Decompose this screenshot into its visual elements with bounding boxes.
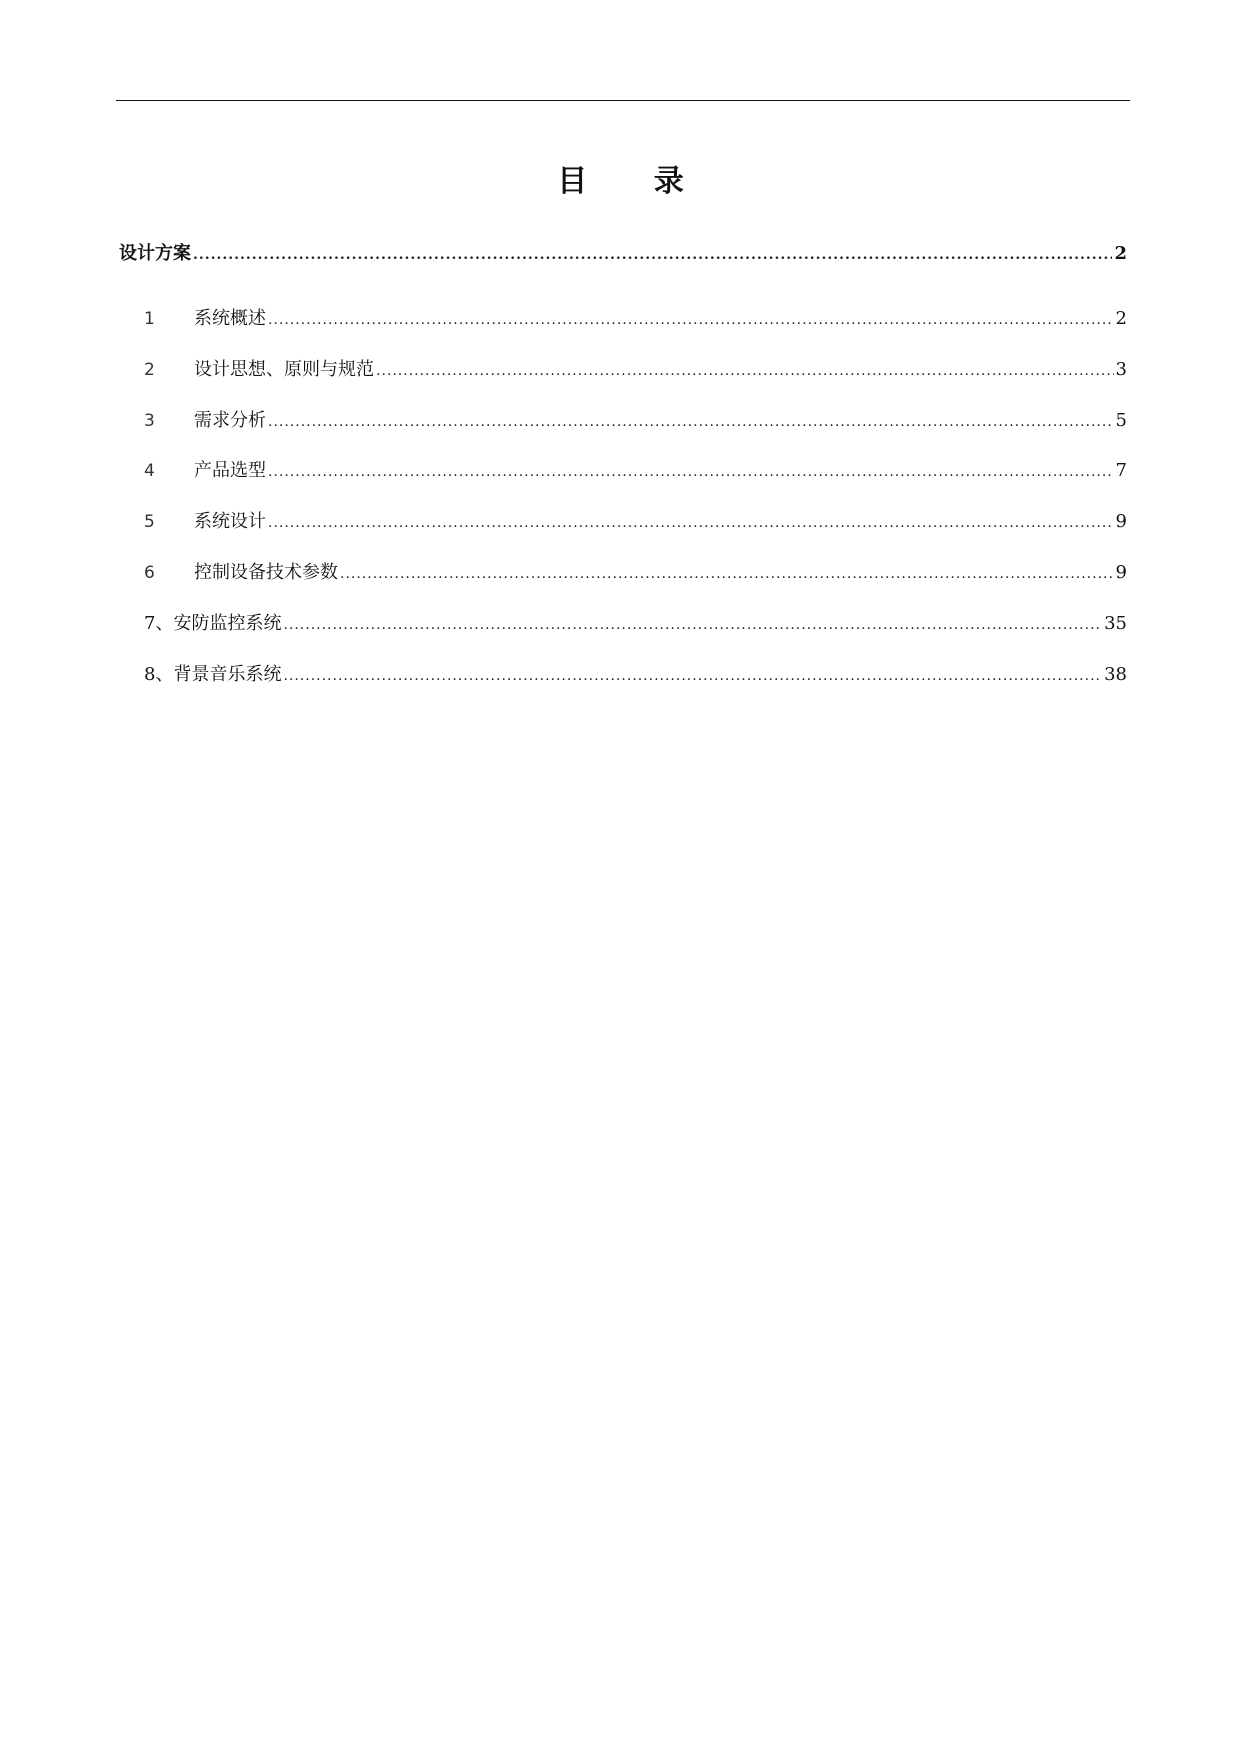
toc-entry-number: 1 [144,309,155,329]
toc-page-number: 5 [1115,410,1127,431]
toc-page-number: 35 [1104,613,1127,634]
toc-dot-leader [268,510,1114,536]
toc-entry-number: 6 [144,563,155,583]
toc-page-number: 7 [1115,460,1127,481]
toc-dot-leader [268,409,1114,435]
toc-entry-text: 设计方案 [119,243,191,264]
toc-entry-control-device-specs[interactable] [144,560,1127,587]
toc-entry-requirements-analysis[interactable] [144,408,1127,435]
toc-entry-number: 3 [144,411,155,431]
toc-entry-text: 产品选型 [194,460,266,481]
toc-entry-text: 8、背景音乐系统 [144,664,282,685]
toc-entry-number: 5 [144,512,155,532]
toc-page-number: 2 [1114,243,1127,264]
toc-entry-security-monitoring[interactable] [144,611,1127,638]
toc-dot-leader [268,307,1114,333]
toc-entry-text: 系统设计 [194,511,266,532]
toc-entry-text: 需求分析 [194,410,266,431]
toc-entry-background-music[interactable] [144,662,1127,689]
toc-dot-leader [283,663,1102,689]
toc-entry-text: 7、安防监控系统 [144,613,282,634]
toc-entry-text: 控制设备技术参数 [194,562,338,583]
toc-entry-system-overview[interactable] [144,306,1127,333]
toc-dot-leader [340,561,1114,587]
header-rule [116,100,1130,101]
toc-page-number: 9 [1115,511,1127,532]
toc-entry-number: 2 [144,360,155,380]
toc-entry-number: 4 [144,461,155,481]
toc-entry-design-plan[interactable] [119,241,1127,268]
toc-entry-design-principles[interactable] [144,357,1127,384]
toc-page-number: 2 [1115,308,1127,329]
toc-entry-product-selection[interactable] [144,458,1127,485]
toc-page-number: 9 [1115,562,1127,583]
toc-entry-text: 系统概述 [194,308,266,329]
toc-dot-leader [193,242,1112,268]
toc-page-number: 38 [1104,664,1127,685]
toc-entry-text: 设计思想、原则与规范 [194,359,374,380]
toc-entry-system-design[interactable] [144,509,1127,536]
toc-page-number: 3 [1115,359,1127,380]
toc-dot-leader [268,459,1114,485]
toc-dot-leader [376,358,1114,384]
page-title: 目 录 [557,164,712,199]
toc-dot-leader [283,612,1102,638]
